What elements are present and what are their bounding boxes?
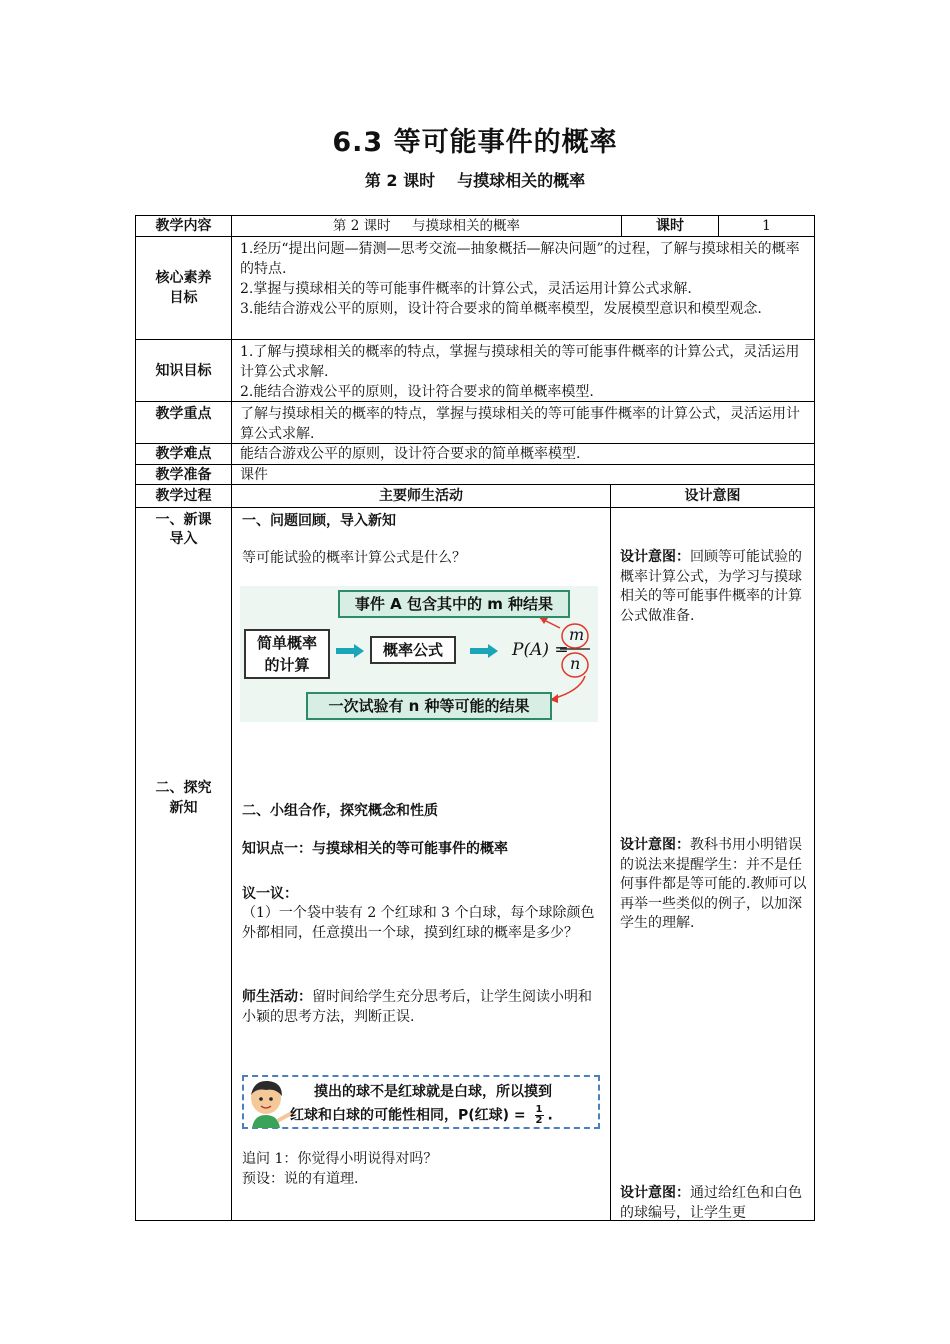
core-literacy-content bbox=[231, 236, 815, 340]
simple-probability-line1: 简单概率 bbox=[256, 634, 317, 652]
review-question: 等可能试验的概率计算公式是什么？ bbox=[242, 550, 466, 566]
section-heading-explore: 二、小组合作，探究概念和性质 bbox=[242, 803, 438, 819]
design-intent-3-label: 设计意图： bbox=[620, 1185, 690, 1201]
design-intent-3 bbox=[620, 1184, 808, 1221]
design-intent-3-text: 通过给红色和白色的球编号，让学生更 bbox=[620, 1185, 802, 1221]
core-literacy-item: 2.掌握与摸球相关的等可能事件概率的计算公式，灵活运用计算公式求解. bbox=[240, 281, 692, 297]
teacher-student-label: 师生活动： bbox=[242, 989, 312, 1005]
key-point-content: 了解与摸球相关的概率的特点，掌握与摸球相关的等可能事件概率的计算公式，灵活运用计算公式求解. bbox=[231, 401, 815, 444]
design-intent-2-label: 设计意图： bbox=[620, 837, 690, 853]
formula-text: P(A) = bbox=[512, 640, 569, 660]
core-literacy-item: 3.能结合游戏公平的原则，设计符合要求的简单概率模型，发展模型意识和模型观念. bbox=[240, 301, 762, 317]
knowledge-point-title: 知识点一：与摸球相关的等可能事件的概率 bbox=[242, 841, 508, 857]
simple-probability-line2: 的计算 bbox=[264, 656, 310, 674]
knowledge-goal-label: 知识目标 bbox=[135, 339, 232, 402]
teacher-student-text: 留时间给学生充分思考后，让学生阅读小明和小颖的思考方法，判断正误. bbox=[242, 989, 592, 1025]
intent-header: 设计意图 bbox=[610, 484, 815, 508]
knowledge-goal-item: 2.能结合游戏公平的原则，设计符合要求的简单概率模型. bbox=[240, 384, 594, 400]
fraction-numerator: m bbox=[569, 625, 585, 644]
followup-question: 追问 1：你觉得小明说得对吗？ bbox=[242, 1151, 438, 1167]
speech-line2 bbox=[290, 1105, 553, 1126]
design-intent-1 bbox=[620, 548, 808, 626]
speech-line2-text: 红球和白球的可能性相同，P(红球) = bbox=[290, 1107, 531, 1124]
stage-intro-line1: 一、新课 bbox=[155, 512, 212, 528]
design-intent-1-label: 设计意图： bbox=[620, 549, 690, 565]
class-hours-value: 1 bbox=[718, 215, 815, 237]
knowledge-goal-content bbox=[231, 339, 815, 402]
intent-column bbox=[610, 507, 815, 1221]
teaching-content-value bbox=[231, 215, 622, 237]
activities-column bbox=[231, 507, 611, 1221]
discussion-problem: （1）一个袋中装有 2 个红球和 3 个白球，每个球除颜色外都相同，任意摸出一个球，摸到红球的概率是多少？ bbox=[242, 905, 595, 941]
design-intent-1-text: 回顾等可能试验的概率计算公式，为学习与摸球相关的等可能事件概率的计算公式做准备. bbox=[620, 549, 802, 624]
probability-formula-diagram bbox=[240, 586, 598, 722]
stage-intro bbox=[136, 511, 231, 549]
speech-tail: . bbox=[547, 1107, 553, 1124]
speech-fraction-denominator: 2 bbox=[535, 1115, 543, 1126]
core-literacy-label-line2: 目标 bbox=[169, 290, 198, 306]
stage-intro-line2: 导入 bbox=[169, 531, 198, 547]
lesson-number: 第 2 课时 bbox=[364, 171, 436, 190]
core-literacy-label bbox=[135, 236, 232, 340]
teaching-content-text: 第 2 课时 与摸球相关的概率 bbox=[332, 218, 521, 234]
probability-formula-box: 概率公式 bbox=[370, 636, 456, 664]
teacher-student-activity bbox=[242, 987, 604, 1027]
knowledge-goal-item: 1.了解与摸球相关的概率的特点，掌握与摸球相关的等可能事件概率的计算公式，灵活运用计算公式求解. bbox=[240, 344, 800, 380]
core-literacy-item: 1.经历“提出问题—猜测—思考交流—抽象概括—解决问题”的过程，了解与摸球相关的概率的特点. bbox=[240, 241, 800, 277]
speech-line1: 摸出的球不是红球就是白球，所以摸到 bbox=[314, 1084, 552, 1100]
class-hours-label: 课时 bbox=[621, 215, 719, 237]
discussion-label: 议一议： bbox=[242, 886, 298, 902]
preset-answer: 预设：说的有道理. bbox=[242, 1171, 359, 1187]
page-subtitle bbox=[0, 168, 950, 191]
key-point-label: 教学重点 bbox=[135, 401, 232, 444]
section-heading-review: 一、问题回顾，导入新知 bbox=[242, 513, 396, 529]
difficulty-label: 教学难点 bbox=[135, 443, 232, 465]
core-literacy-label-line1: 核心素养 bbox=[155, 270, 212, 286]
design-intent-2 bbox=[620, 836, 808, 934]
event-a-box: 事件 A 包含其中的 m 种结果 bbox=[338, 590, 570, 618]
speech-fraction bbox=[535, 1105, 544, 1126]
speech-fraction-numerator: 1 bbox=[535, 1104, 543, 1115]
teaching-content-label: 教学内容 bbox=[135, 215, 232, 237]
design-intent-2-text: 教科书用小明错误的说法来提醒学生：并不是任何事件都是等可能的.教师可以再举一些类似的例子，以加深学生的理解. bbox=[620, 837, 807, 931]
boy-avatar-icon bbox=[246, 1078, 292, 1128]
difficulty-content: 能结合游戏公平的原则，设计符合要求的简单概率模型. bbox=[231, 443, 815, 465]
preparation-label: 教学准备 bbox=[135, 464, 232, 485]
stage-explore-line1: 二、探究 bbox=[155, 780, 212, 796]
stage-explore bbox=[136, 778, 231, 818]
fraction-denominator: n bbox=[570, 654, 581, 673]
stage-explore-line2: 新知 bbox=[169, 800, 198, 816]
preparation-content: 课件 bbox=[231, 464, 815, 485]
activities-header: 主要师生活动 bbox=[231, 484, 611, 508]
lesson-topic: 与摸球相关的概率 bbox=[457, 171, 586, 190]
process-label: 教学过程 bbox=[135, 484, 232, 508]
equal-outcomes-box: 一次试验有 n 种等可能的结果 bbox=[306, 692, 552, 720]
xiaoming-speech-bubble bbox=[242, 1075, 600, 1129]
stage-column bbox=[135, 507, 232, 1221]
page-title: 6.3 等可能事件的概率 bbox=[332, 127, 618, 158]
